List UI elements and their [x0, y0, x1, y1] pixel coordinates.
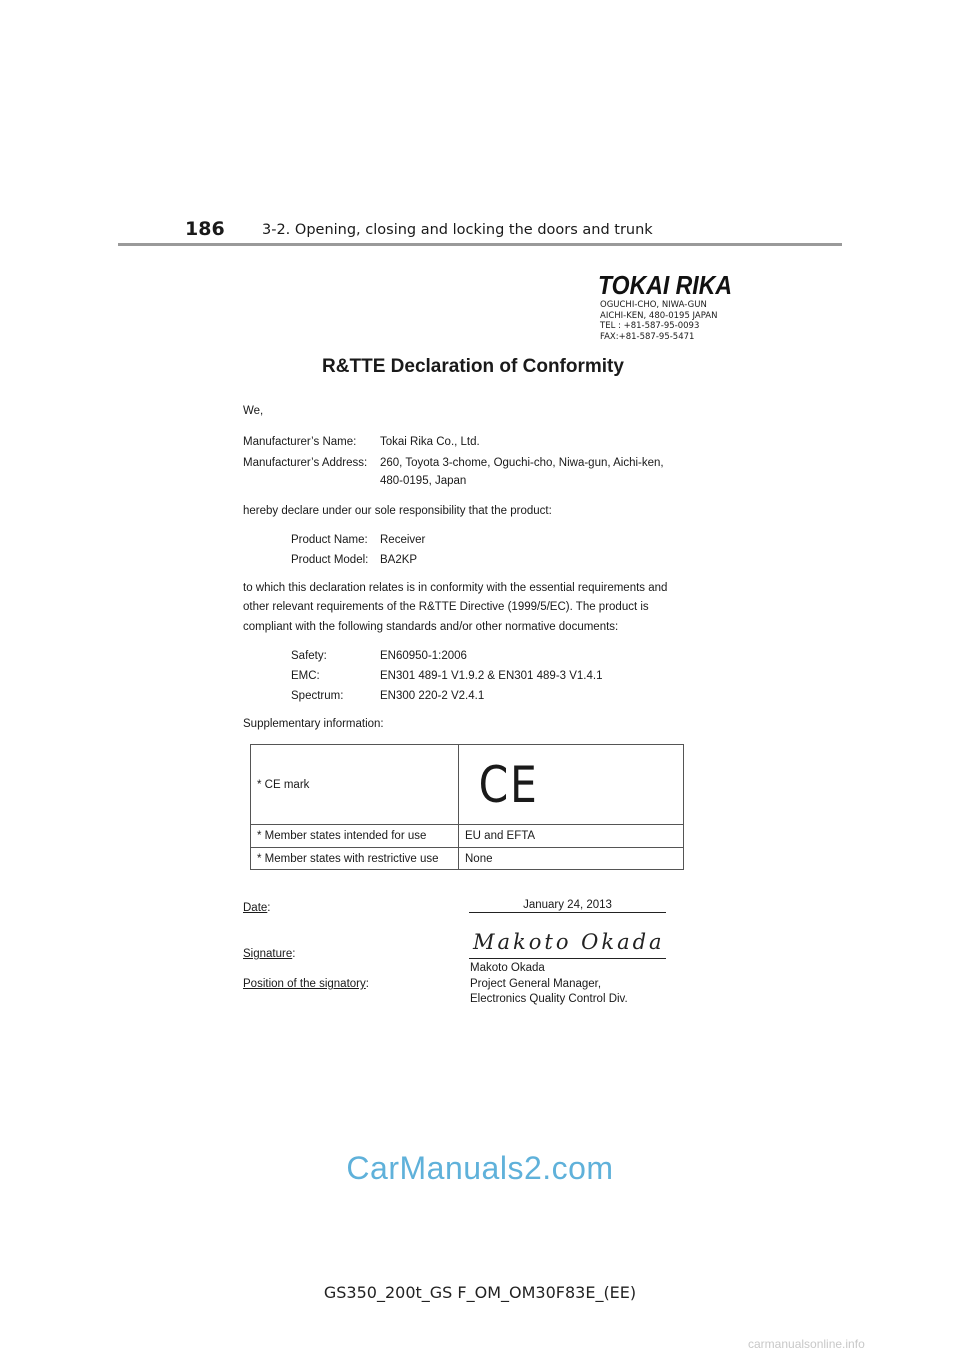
standard-label-safety: Safety:: [291, 650, 327, 662]
declaration-title: R&TTE Declaration of Conformity: [322, 356, 624, 377]
product-name-label: Product Name:: [291, 534, 368, 546]
address-line: TEL : +81-587-95-0093: [600, 321, 700, 331]
table-row: [251, 825, 684, 848]
footer-document-code: GS350_200t_GS F_OM_OM30F83E_(EE): [323, 1283, 637, 1302]
manufacturer-address-line1: 260, Toyota 3-chome, Oguchi-cho, Niwa-gun, Aichi-ken,: [380, 457, 664, 469]
product-model: BA2KP: [380, 554, 418, 566]
position-label-row: Position of the signatory:: [243, 978, 369, 990]
watermark-text: CarManuals2.com: [346, 1150, 614, 1186]
table-row: [251, 745, 684, 825]
restrictive-use-value: None: [459, 848, 684, 870]
standard-label-spectrum: Spectrum:: [291, 690, 344, 702]
manufacturer-address-label: Manufacturer’s Address:: [243, 457, 368, 469]
table-row: [251, 848, 684, 870]
date-value: January 24, 2013: [469, 899, 666, 913]
date-label: Date: [243, 902, 268, 914]
ce-mark-cell: [459, 745, 684, 825]
member-states-label: * Member states intended for use: [251, 825, 459, 848]
signer-name: Makoto Okada: [470, 962, 545, 974]
standard-value-safety: EN60950-1:2006: [380, 650, 467, 662]
restrictive-use-label: * Member states with restrictive use: [251, 848, 459, 870]
member-states-value: EU and EFTA: [459, 825, 684, 848]
position-line2: Electronics Quality Control Div.: [470, 993, 628, 1005]
manufacturer-name-label: Manufacturer’s Name:: [243, 436, 357, 448]
bottom-watermark: carmanualsonline.info: [748, 1337, 865, 1351]
manufacturer-address-line2: 480-0195, Japan: [380, 475, 467, 487]
address-line: FAX:+81-587-95-5471: [600, 331, 695, 342]
signature-label-row: Signature:: [243, 948, 296, 960]
page-number: 186: [185, 218, 225, 240]
logo-text: TOKAI RIKA: [598, 270, 732, 300]
supplementary-label: Supplementary information:: [243, 718, 384, 730]
conformity-line: compliant with the following standards and/or other normative documents:: [243, 621, 619, 633]
signature-label: Signature: [243, 948, 293, 960]
position-label: Position of the signatory: [243, 978, 366, 990]
manufacturer-name: Tokai Rika Co., Ltd.: [380, 436, 480, 448]
header-divider: [118, 243, 842, 246]
tokai-rika-logo-mark: [598, 272, 734, 298]
position-line1: Project General Manager,: [470, 978, 602, 990]
address-line: AICHI-KEN, 480-0195 JAPAN: [600, 310, 718, 321]
date-label-row: Date:: [243, 902, 271, 914]
handwritten-signature: Makoto Okada: [473, 930, 665, 954]
ce-mark-icon: CE: [478, 755, 539, 814]
letterhead-address: [600, 300, 717, 342]
supplementary-table: [250, 744, 684, 870]
we-text: We,: [243, 405, 264, 417]
product-name: Receiver: [380, 534, 426, 546]
ce-mark-label: * CE mark: [251, 745, 459, 825]
standard-label-emc: EMC:: [291, 670, 320, 682]
conformity-line: to which this declaration relates is in conformity with the essential requirements and: [243, 582, 668, 594]
standard-value-spectrum: EN300 220-2 V2.4.1: [380, 690, 485, 702]
standard-value-emc: EN301 489-1 V1.9.2 & EN301 489-3 V1.4.1: [380, 670, 603, 682]
section-title: 3-2. Opening, closing and locking the doors and trunk: [262, 222, 653, 238]
tokai-rika-logo: [598, 272, 734, 303]
product-model-label: Product Model:: [291, 554, 369, 566]
declare-text: hereby declare under our sole responsibility that the product:: [243, 505, 552, 517]
signature-line: [469, 928, 666, 959]
conformity-line: other relevant requirements of the R&TTE Directive (1999/5/EC). The product is: [243, 601, 649, 613]
address-line: OGUCHI-CHO, NIWA-GUN: [600, 300, 707, 310]
